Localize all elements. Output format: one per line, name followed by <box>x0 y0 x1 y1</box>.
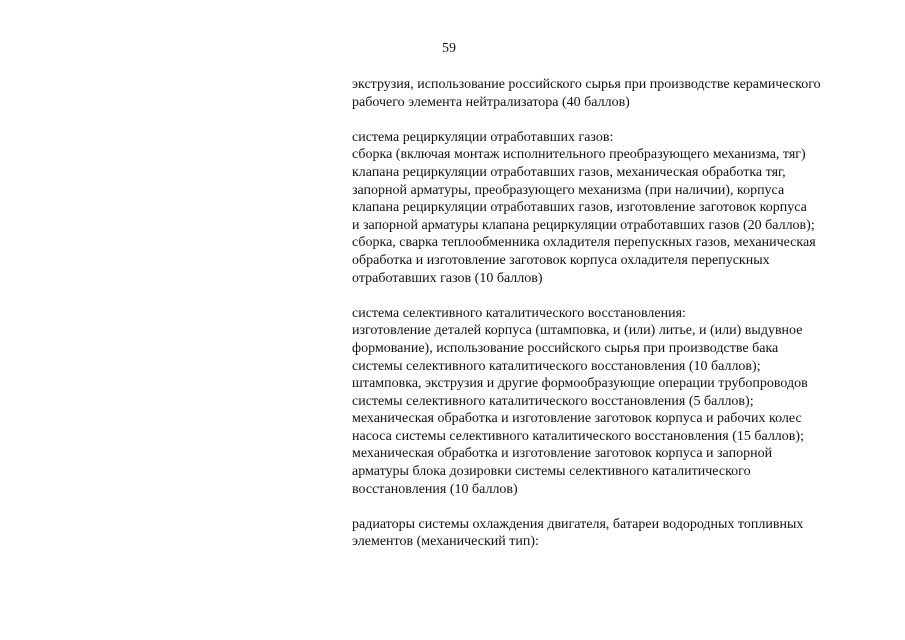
text-line: обработка и изготовление заготовок корпуса охладителя перепускных <box>352 252 770 268</box>
text-line: механическая обработка и изготовление заготовок корпуса и запорной <box>352 446 773 462</box>
text-line: система селективного каталитического восстановления: <box>352 305 686 321</box>
text-line: экструзия, использование российского сырья при производстве керамического <box>352 77 821 92</box>
text-line: запорной арматуры, преобразующего механизма (при наличии), корпуса <box>352 182 785 198</box>
paragraph-extrusion <box>352 76 872 111</box>
document-body <box>352 76 872 569</box>
text-line: системы селективного каталитического восстановления (5 баллов); <box>352 393 754 409</box>
text-line: система рециркуляции отработавших газов: <box>352 129 614 145</box>
text-line: отработавших газов (10 баллов) <box>352 270 543 286</box>
text-line: штамповка, экструзия и другие формообразующие операции трубопроводов <box>352 376 808 392</box>
text-line: клапана рециркуляции отработавших газов, изготовление заготовок корпуса <box>352 200 807 216</box>
text-line: системы селективного каталитического восстановления (10 баллов); <box>352 358 761 374</box>
text-line: и запорной арматуры клапана рециркуляции отработавших газов (20 баллов); <box>352 217 815 233</box>
paragraph-egr-system <box>352 129 872 287</box>
text-line: радиаторы системы охлаждения двигателя, батареи водородных топливных <box>352 516 804 532</box>
page-number: 59 <box>442 41 456 56</box>
text-line: сборка (включая монтаж исполнительного преобразующего механизма, тяг) <box>352 147 806 163</box>
text-line: элементов (механический тип): <box>352 534 539 550</box>
text-line: арматуры блока дозировки системы селективного каталитического <box>352 464 751 480</box>
text-line: рабочего элемента нейтрализатора (40 баллов) <box>352 94 630 110</box>
text-line: формование), использование российского сырья при производстве бака <box>352 340 779 356</box>
text-line: насоса системы селективного каталитического восстановления (15 баллов); <box>352 428 804 444</box>
text-line: механическая обработка и изготовление заготовок корпуса и рабочих колес <box>352 411 802 427</box>
text-line: клапана рециркуляции отработавших газов, механическая обработка тяг, <box>352 164 786 180</box>
text-line: изготовление деталей корпуса (штамповка, и (или) литье, и (или) выдувное <box>352 323 803 339</box>
paragraph-scr-system <box>352 305 872 499</box>
paragraph-radiators <box>352 516 872 551</box>
text-line: восстановления (10 баллов) <box>352 481 518 497</box>
text-line: сборка, сварка теплообменника охладителя перепускных газов, механическая <box>352 235 816 251</box>
